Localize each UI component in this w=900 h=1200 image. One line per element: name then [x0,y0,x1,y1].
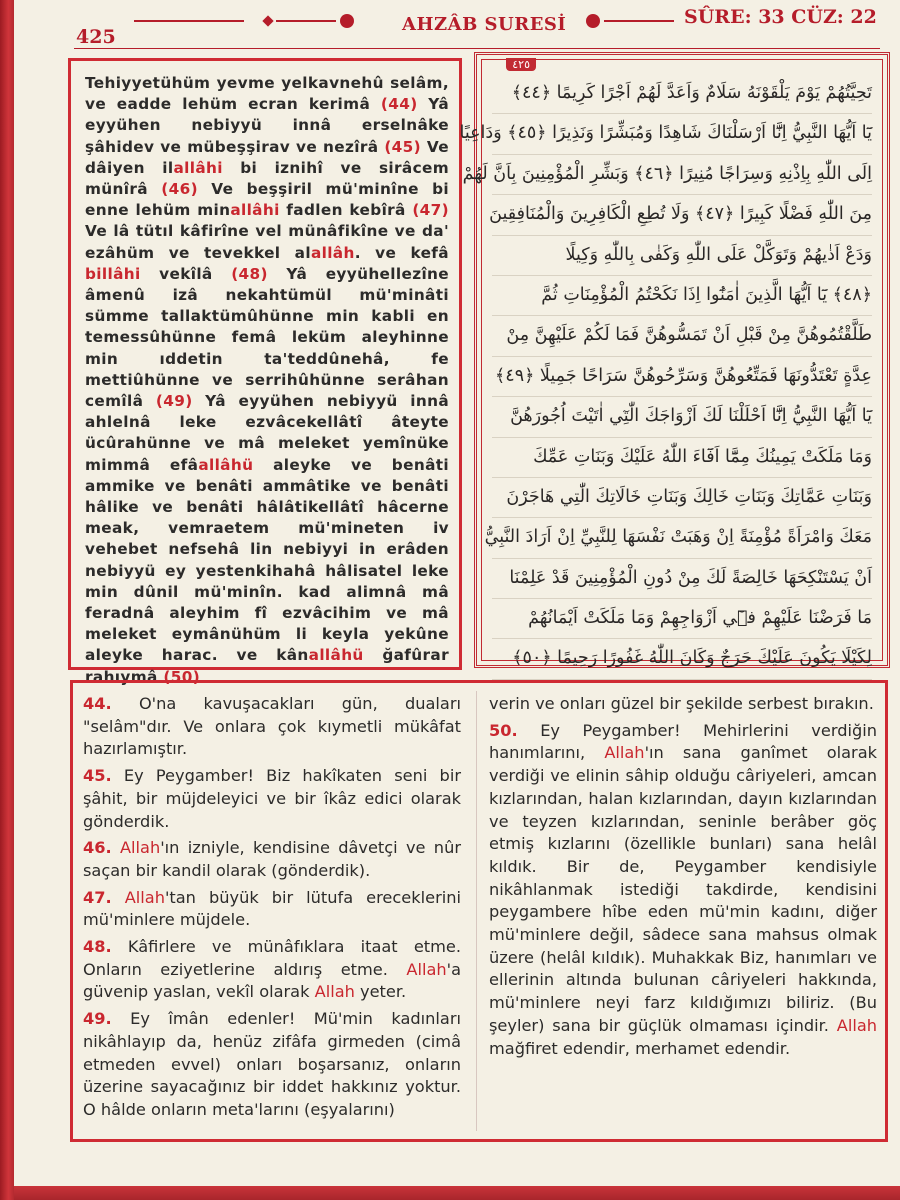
transliteration-segment: Yâ eyyühellezîne âmenû izâ nekahtümül mü'minâti sümme tallaktümûhünne min kabli en temessûhünne femâ leküm aleyhinne min ıddetin ta'teddûnehâ, fe mettiûhünne ve serrihûhünne serâhan cemîlâ [85,264,450,411]
allah-word: Allah [314,982,355,1002]
transliteration-box [68,58,462,686]
arabic-line: طَلَّقْتُمُوهُنَّ مِنْ قَبْلِ اَنْ تَمَسُّوهُنَّ فَمَا لَكُمْ عَلَيْهِنَّ مِنْ [492,316,872,356]
page-number: 425 [76,26,116,48]
arabic-line: مَا فَرَضْنَا عَلَيْهِمْ فٖٓي اَزْوَاجِهِمْ وَمَا مَلَكَتْ اَيْمَانُهُمْ [492,599,872,639]
book-edge [0,0,14,1200]
ornament-line [276,20,336,22]
ornament-line-left [134,20,244,22]
verse-number: 46. [83,838,112,858]
highlighted-word: (45) [384,137,421,156]
ornament-line-right [604,20,674,22]
transliteration-segment: bi iznihî ve sirâcem münîrâ [85,158,450,199]
translation-text [112,888,125,907]
header-rule [74,48,880,49]
highlighted-word: (48) [231,264,268,283]
highlighted-word: (44) [380,95,418,114]
highlighted-word: allâhü [308,646,364,665]
highlighted-word: (47) [412,201,449,220]
arabic-line: اِلَى اللّٰهِ بِاِذْنِهِ وَسِرَاجًا مُنِيرًا ﴿٤٦﴾ وَبَشِّرِ الْمُؤْمِنِينَ بِاَنَّ لَهُمْ [492,155,872,195]
translation-verse [489,693,877,716]
translation-text: Kâfirlere ve münâfıklara itaat etme. Onların eziyetlerine aldırış etme. [83,937,461,979]
arabic-text-frame [459,58,883,669]
transliteration-segment: fadlen kebîrâ [279,201,413,220]
arabic-line: تَحِيَّتُهُمْ يَوْمَ يَلْقَوْنَهُ سَلَامٌ وَاَعَدَّ لَهُمْ اَجْرًا كَرِيمًا ﴿٤٤﴾ [492,74,872,114]
translation-verse [83,1008,461,1122]
translation-text: verin ve onları güzel bir şekilde serbest bırakın. [489,694,874,713]
verse-number: 49. [83,1009,112,1029]
translation-column-left [83,693,461,1126]
translation-text: 'ın izniyle, kendisine dâvetçi ve nûr saçan bir kandil olarak (gönderdik). [83,838,461,880]
translation-verse [83,887,461,932]
translation-verse [489,720,877,1061]
transliteration-segment: Ve beşşiril mü'minîne bi enne lehüm min [85,180,449,220]
translation-column-right [489,693,877,1064]
arabic-line: مِنَ اللّٰهِ فَضْلًا كَبِيرًا ﴿٤٧﴾ وَلَا تُطِعِ الْكَافِرِينَ وَالْمُنَافِقِينَ [492,195,872,235]
translation-text: 'ın sana ganîmet olarak verdiği ve elinin sâhip olduğu câriyeleri, amcan kızlarından, halan kızlarından, dayın kızlarından ve teyzen kızlarından, seninle berâber göç etmiş kızlarını (özellikle bunları) sana helâl kıldık. Bir de, Peygamber kendisiyle nikâhlanmak istediği takdirde, kendisini peygambere hîbe eden mü'min kadını, diğer mü'minlere değil, sâdece sana mahsus olmak üzere (helâl kıldık). Muhakkak Biz, hanımları ve ellerinin altında bulunan câriyeleri hakkında, mü'minlere neyi farz kıldığımızı biliriz. (Bu şeyler) sana bir güçlük olmaması içindir. [489,743,877,1035]
transliteration-segment: ğafûrar rahıymâ [85,646,450,686]
ornament-rosette-right [586,14,600,28]
allah-word: Allah [406,959,447,979]
transliteration-segment: Yâ eyyühen nebiyyü innâ ahlelnâ leke ezvâcekellâtî âteyte ücûrahünne ve mâ meleket yemînüke mimmâ efâ [85,392,449,474]
highlighted-word: (50) [163,667,201,686]
allah-word: Allah [119,838,161,858]
transliteration-segment: aleyke ve benâti ammike ve benâti ammâtike ve benâti hâlike ve benâti hâlâtikellâtî hâcerne meak, vemraetem mü'mineten iv vehebet nefsehâ lin nebiyyi in erâden nebiyyü ey yestenkihahâ hâlisatel leke min dûnil mü'minîn. kad alimnâ mâ feradnâ aleyhim fî ezvâcihim ve mâ meleket eymânühüm li keyla yekûne aleyke harac. ve kân [85,455,449,665]
arabic-line: وَمَا مَلَكَتْ يَمِينُكَ مِمَّٓا اَفَٓاءَ اللّٰهُ عَلَيْكَ وَبَنَاتِ عَمِّكَ [492,438,872,478]
highlighted-word: allâhi [173,158,223,177]
arabic-line: لِكَيْلَا يَكُونَ عَلَيْكَ حَرَجٌ وَكَانَ اللّٰهُ غَفُورًا رَحِيمًا ﴿٥٠﴾ [492,639,872,679]
arabic-line: اَنْ يَسْتَنْكِحَهَا خَالِصَةً لَكَ مِنْ دُونِ الْمُؤْمِنِينَ قَدْ عَلِمْنَا [492,559,872,599]
arabic-line: عِدَّةٍ تَعْتَدُّونَهَا فَمَتِّعُوهُنَّ وَسَرِّحُوهُنَّ سَرَاحًا جَمِيلًا ﴿٤٩﴾ [492,357,872,397]
arabic-line: وَبَنَاتِ عَمَّاتِكَ وَبَنَاتِ خَالِكَ وَبَنَاتِ خَالَاتِكَ الّٰتِي هَاجَرْنَ [492,478,872,518]
arabic-line: يَٓا اَيُّهَا النَّبِيُّ اِنَّٓا اَحْلَلْنَا لَكَ اَزْوَاجَكَ الّٰتِٓي اٰتَيْتَ اُجُورَهُنَّ [492,397,872,437]
translation-verse [83,837,461,882]
transliteration-segment: Tehiyyetühüm yevme yelkavnehû selâm, ve eadde lehüm ecran kerimâ [85,74,449,114]
highlighted-word: allâhi [230,201,280,220]
translation-verse [83,936,461,1004]
highlighted-word: (49) [155,392,193,411]
highlighted-word: billâhi [85,264,141,283]
translation-text: Ey Peygamber! Mehirlerini verdiğin hanımlarını, [489,720,877,763]
arabic-line: ﴿٤٨﴾ يَٓا اَيُّهَا الَّذِينَ اٰمَنُٓوا اِذَا نَكَحْتُمُ الْمُؤْمِنَاتِ ثُمَّ [492,276,872,316]
translation-text: 'a güvenip yaslan, vekîl olarak [83,959,461,1002]
arabic-text-box [459,52,890,669]
translation-text [112,838,120,857]
arabic-line: مَعَكَ وَامْرَاَةً مُؤْمِنَةً اِنْ وَهَبَتْ نَفْسَهَا لِلنَّبِيِّ اِنْ اَرَادَ النَّبِيُّ [492,518,872,558]
translation-verse [83,765,461,833]
highlighted-word: allâh [310,243,355,262]
page-header [14,0,900,48]
arabic-line: وَدَعْ اَذٰيهُمْ وَتَوَكَّلْ عَلَى اللّٰهِ وَكَفٰى بِاللّٰهِ وَكِيلًا [492,236,872,276]
translation-text: Ey îmân edenler! Mü'min kadınları nikâhlayıp da, henüz zifâfa girmeden (cimâ etmeden evvel) onları boşarsanız, onların üzerine sayacağınız bir iddet hakkınız yoktur. O hâlde onların meta'larını (eşyalarını) [83,1009,461,1119]
sure-cuz-label: SÛRE: 33 CÜZ: 22 [684,6,877,28]
highlighted-word: (46) [161,180,198,199]
arabic-page-tab: ٤٢٥ [506,58,536,71]
verse-number: 47. [83,887,112,907]
transliteration-segment: Ve dâiyen il [85,137,449,177]
translation-text: O'na kavuşacakları gün, duaları "selâm"dır. Ve onlara çok kıymetli mükâfat hazırlamıştır. [83,694,461,759]
transliteration-segment: vekîlâ [140,264,232,283]
book-bottom-edge [14,1186,900,1200]
surah-title: AHZÂB SURESİ [402,14,567,35]
column-divider [476,691,477,1131]
translation-verse [83,693,461,761]
allah-word: Allah [836,1015,877,1035]
verse-number: 50. [489,720,518,740]
allah-word: Allah [124,887,165,907]
transliteration-text [85,73,449,688]
translation-text: 'tan büyük bir lütufa ereceklerini mü'minlere müjdele. [83,887,461,930]
transliteration-segment: . ve kefâ [354,243,449,262]
verse-number: 45. [83,766,112,786]
allah-word: Allah [604,743,645,763]
ornament-rosette-left [340,14,354,28]
ornament-diamond [262,15,273,26]
transliteration-segment: Ve lâ tütıl kâfirîne vel münâfikîne ve da' ezâhüm ve tevekkel al [85,222,449,262]
translation-text: Ey Peygamber! Biz hakîkaten seni bir şâhit, bir müjdeleyici ve bir îkâz edici olarak gönderdik. [83,766,461,831]
translation-text: mağfiret edendir, merhamet edendir. [489,1038,791,1058]
translation-box [70,680,888,1142]
arabic-line: يَٓا اَيُّهَا النَّبِيُّ اِنَّٓا اَرْسَلْنَاكَ شَاهِدًا وَمُبَشِّرًا وَنَذِيرًا ﴿٤٥﴾ وَدَاعِيًا [492,114,872,154]
verse-number: 44. [83,694,112,713]
highlighted-word: allâhü [198,455,254,474]
quran-page [14,0,900,1200]
translation-text: yeter. [354,982,407,1002]
transliteration-segment: Yâ eyyühen nebiyyü innâ erselnâke şâhidev ve mübeşşirav ve nezîrâ [85,95,449,156]
verse-number: 48. [83,937,112,957]
